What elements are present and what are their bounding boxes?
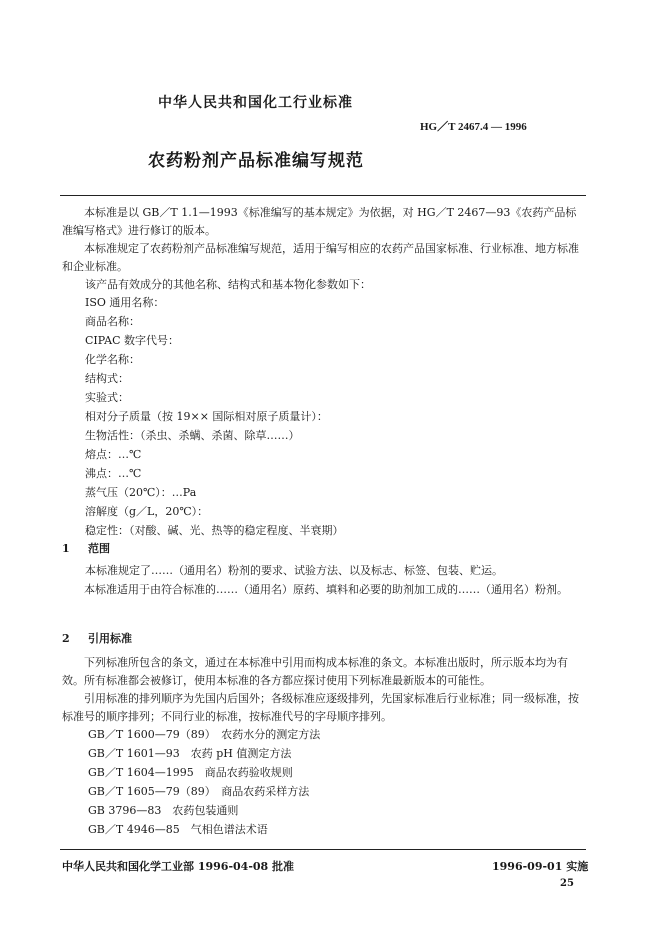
param-item: 商品名称： [85, 315, 140, 328]
section-1-paragraph-1: 本标准规定了……（通用名）粉剂的要求、试验方法、以及标志、标签、包装、贮运。 [85, 564, 503, 577]
param-item: 稳定性：（对酸、碱、光、热等的稳定程度、半衰期） [85, 524, 344, 537]
reference-item: GB 3796—83 农药包装通则 [88, 804, 239, 817]
intro-paragraph-1: 本标准是以 GB／T 1.1—1993《标准编写的基本规定》为依据，对 HG／T 2467—93《农药产品标准编写格式》进行修订的版本。 [62, 206, 577, 237]
param-item: ISO 通用名称： [85, 296, 165, 309]
param-item: 生物活性：（杀虫、杀螨、杀菌、除草……） [85, 429, 300, 442]
reference-item: GB／T 1605—79（89） 商品农药采样方法 [88, 785, 310, 798]
standard-category-title: 中华人民共和国化工行业标准 [158, 95, 353, 111]
section-2-heading [62, 630, 132, 646]
implementation-date: 1996-09-01 实施 [492, 860, 589, 873]
reference-item: GB／T 1604—1995 商品农药验收规则 [88, 766, 293, 779]
section-number: 2 [62, 632, 70, 645]
section-1-paragraph-2: 本标准适用于由符合标准的……（通用名）原药、填料和必要的助剂加工成的……（通用名）粉剂。 [84, 583, 568, 596]
intro-paragraph-2: 本标准规定了农药粉剂产品标准编写规范，适用于编写相应的农药产品国家标准、行业标准、地方标准和企业标准。 [62, 242, 579, 273]
intro-paragraph-3: 该产品有效成分的其他名称、结构式和基本物化参数如下： [85, 278, 371, 291]
reference-item: GB／T 4946—85 气相色谱法术语 [88, 823, 268, 836]
param-item: 实验式： [85, 391, 129, 404]
param-item: 溶解度（g／L，20℃）： [85, 505, 209, 518]
section-2-paragraph-2: 引用标准的排列顺序为先国内后国外；各级标准应逐级排列，先国家标准后行业标准；同一级标准，按标准号的顺序排列；不同行业的标准，按标准代号的字母顺序排列。 [62, 692, 579, 723]
reference-item: GB／T 1601—93 农药 pH 值测定方法 [88, 747, 292, 760]
param-item: 相对分子质量（按 19×× 国际相对原子质量计）： [85, 410, 328, 423]
reference-item: GB／T 1600—79（89） 农药水分的测定方法 [88, 728, 321, 741]
param-item: 熔点：…℃ [85, 448, 142, 461]
standard-number: HG／T 2467.4 — 1996 [420, 121, 527, 133]
param-item: 沸点：…℃ [85, 467, 142, 480]
param-item: 化学名称： [85, 353, 140, 366]
header-divider [60, 195, 586, 196]
document-title: 农药粉剂产品标准编写规范 [148, 151, 364, 171]
approval-statement: 中华人民共和国化学工业部 1996-04-08 批准 [62, 860, 295, 873]
section-1-heading [62, 540, 110, 556]
page-number: 25 [560, 878, 574, 889]
param-item: 结构式： [85, 372, 129, 385]
param-item: CIPAC 数字代号： [85, 334, 180, 347]
section-2-paragraph-1: 下列标准所包含的条文，通过在本标准中引用而构成本标准的条文。本标准出版时，所示版本均为有效。所有标准都会被修订，使用本标准的各方都应探讨使用下列标准最新版本的可能性。 [62, 656, 568, 687]
section-title: 范围 [88, 542, 110, 555]
footer-divider [60, 849, 586, 850]
section-number: 1 [62, 542, 70, 555]
section-title: 引用标准 [88, 632, 132, 645]
param-item: 蒸气压（20℃）：…Pa [85, 486, 197, 499]
